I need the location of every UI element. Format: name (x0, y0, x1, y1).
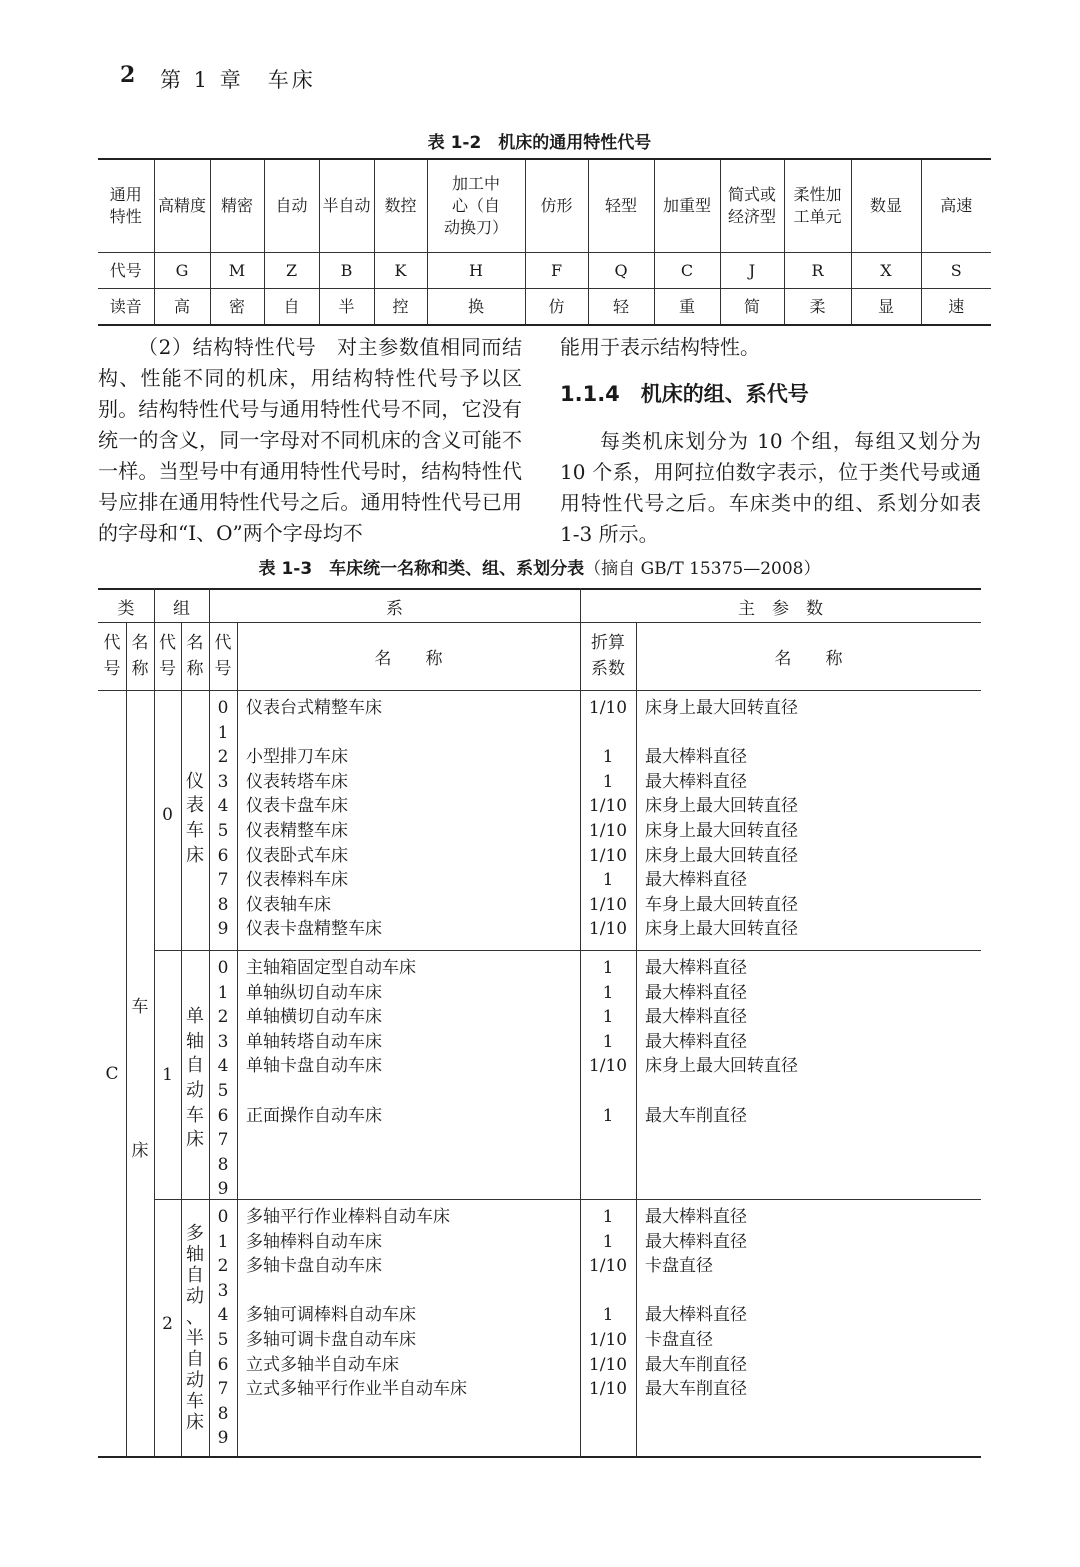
structure-code-paragraph-end: 能用于表示结构特性。 (560, 335, 760, 359)
class-name-header: 名 称 (131, 633, 149, 679)
series-code: 1 (217, 722, 229, 743)
reading-cell: 速 (948, 296, 965, 316)
code-cell: Q (588, 253, 654, 289)
conversion-factor: 1/10 (588, 1256, 628, 1277)
series-code: 9 (217, 1179, 229, 1200)
col-group-header: 组 (173, 599, 190, 619)
code-cell: J (720, 253, 784, 289)
series-code: 8 (217, 1154, 229, 1175)
series-code: 1 (217, 982, 229, 1003)
conversion-factor: 1/10 (588, 796, 628, 817)
conversion-factor: 1 (602, 1031, 614, 1052)
main-param-name: 床身上最大回转直径 (645, 845, 798, 866)
series-code: 5 (217, 1330, 229, 1350)
series-name: 仪表卡盘车床 (246, 796, 348, 817)
series-code: 0 (217, 698, 229, 718)
feature-cell: 仿形 (525, 159, 588, 253)
feature-cell: 轻型 (588, 159, 654, 253)
reading-cell: 简 (720, 289, 784, 326)
series-code: 3 (217, 771, 229, 792)
feature-cell: 柔性加 工单元 (784, 159, 851, 253)
group-series-paragraph: 每类机床划分为 10 个组，每组又划分为 10 个系，用阿拉伯数字表示，位于类代号或通用特性代号之后。车床类中的组、系划分如表 1-3 所示。 (560, 429, 981, 546)
code-cell: S (921, 253, 991, 289)
feature-cell: 加重型 (654, 159, 720, 253)
code-cell: B (319, 253, 374, 289)
main-param-name: 最大车削直径 (645, 1379, 747, 1400)
main-param-name: 最大棒料直径 (645, 771, 747, 792)
conversion-factor: 1/10 (588, 1330, 628, 1350)
series-name: 正面操作自动车床 (246, 1105, 382, 1126)
feature-cell: 半自动 (319, 159, 374, 253)
series-code: 2 (217, 1007, 229, 1028)
main-param-name: 床身上最大回转直径 (645, 821, 798, 841)
feature-cell: 数控 (374, 159, 427, 253)
group-code: 2 (162, 1314, 173, 1334)
conversion-factor: 1 (602, 958, 614, 978)
feature-cell: 自动 (264, 159, 319, 253)
main-param-name: 最大棒料直径 (645, 982, 747, 1003)
conversion-factor: 1 (602, 1207, 614, 1227)
series-code: 9 (217, 1428, 229, 1449)
main-param-name: 最大棒料直径 (645, 1031, 747, 1052)
group-code: 0 (162, 805, 173, 825)
conversion-factor: 1 (602, 771, 614, 792)
code-cell: R (784, 253, 851, 289)
series-code: 7 (217, 1379, 229, 1400)
series-code: 7 (217, 870, 229, 891)
col-main-param-header: 主 参 数 (738, 599, 823, 619)
reading-cell: 柔 (784, 289, 851, 326)
series-code: 6 (217, 1354, 229, 1375)
code-cell: C (654, 253, 720, 289)
factor-header: 折算 系数 (591, 633, 625, 679)
conversion-factor: 1/10 (588, 1354, 628, 1375)
class-name-char-1: 车 (131, 997, 149, 1017)
page-number: 2 (120, 62, 136, 88)
conversion-factor: 1/10 (588, 1056, 628, 1077)
group-code: 1 (162, 1065, 173, 1085)
main-param-name: 最大棒料直径 (645, 958, 747, 978)
conversion-factor: 1/10 (588, 845, 628, 866)
main-param-name: 床身上最大回转直径 (645, 796, 798, 817)
section-heading: 1.1.4 机床的组、系代号 (560, 382, 809, 406)
series-name-header: 名 称 (374, 649, 443, 669)
conversion-factor: 1/10 (588, 919, 628, 940)
feature-cell: 加工中 心（自 动换刀） (427, 159, 525, 253)
series-name: 小型排刀车床 (246, 747, 348, 768)
series-code: 6 (217, 845, 229, 866)
series-code: 3 (217, 1280, 229, 1301)
series-code: 4 (217, 796, 229, 817)
main-param-name: 床身上最大回转直径 (645, 1056, 798, 1077)
code-cell: M (210, 253, 264, 289)
code-label: 代号 (98, 253, 154, 289)
group-name: 单 轴 自 动 车 床 (186, 1006, 204, 1151)
main-param-name: 最大车削直径 (645, 1105, 747, 1126)
series-name: 单轴纵切自动车床 (246, 982, 382, 1003)
series-code: 3 (217, 1031, 229, 1052)
series-code: 7 (217, 1130, 229, 1151)
table-1-3-caption-source: （摘自 GB/T 15375—2008） (584, 559, 821, 579)
series-code: 0 (217, 1207, 229, 1227)
reading-cell: 高 (154, 289, 210, 326)
table-1-3-caption (98, 554, 981, 579)
class-code-header: 代 号 (103, 633, 121, 679)
feature-cell: 精密 (210, 159, 264, 253)
series-name: 仪表转塔车床 (246, 771, 348, 792)
group-name: 仪 表 车 床 (186, 770, 204, 866)
series-code: 5 (217, 1081, 229, 1101)
reading-cell: 重 (654, 289, 720, 326)
col-series-header: 系 (386, 599, 403, 619)
main-param-name: 最大棒料直径 (645, 747, 747, 768)
code-cell: G (154, 253, 210, 289)
feature-cell: 高精度 (154, 159, 210, 253)
conversion-factor: 1/10 (588, 821, 628, 841)
feature-cell: 简式或 经济型 (720, 159, 784, 253)
conversion-factor: 1 (602, 1305, 614, 1326)
series-code: 2 (217, 747, 229, 768)
series-code: 5 (217, 821, 229, 841)
main-param-name: 最大棒料直径 (645, 870, 747, 891)
series-name: 立式多轴平行作业半自动车床 (246, 1379, 467, 1400)
table-1-2 (98, 158, 991, 326)
series-code-header: 代 号 (214, 633, 232, 679)
conversion-factor: 1 (602, 1105, 614, 1126)
feature-label: 通用 特性 (98, 159, 154, 253)
series-name: 仪表轴车床 (246, 894, 331, 915)
series-code: 1 (217, 1231, 229, 1252)
conversion-factor: 1 (602, 1007, 614, 1028)
series-name: 多轴可调卡盘自动车床 (246, 1330, 416, 1350)
group-name-header: 名 称 (186, 633, 204, 679)
conversion-factor: 1/10 (588, 698, 628, 718)
conversion-factor: 1/10 (588, 1379, 628, 1400)
series-name: 立式多轴半自动车床 (246, 1354, 399, 1375)
reading-cell: 显 (851, 289, 921, 326)
series-code: 8 (217, 1403, 229, 1424)
series-name: 多轴棒料自动车床 (246, 1231, 382, 1252)
reading-cell: 控 (374, 289, 427, 326)
main-param-name: 最大棒料直径 (645, 1207, 747, 1227)
series-name: 仪表台式精整车床 (246, 698, 382, 718)
structure-code-paragraph: （2）结构特性代号 对主参数值相同而结构、性能不同的机床，用结构特性代号予以区别。结构特性代号与通用特性代号不同，它没有统一的含义，同一字母对不同机床的含义可能不一样。当型号中有通用特性代号时，结构特性代号应排在通用特性代号之后。通用特性代号已用的字母和“I、O”两个字母均不 (98, 335, 522, 545)
param-name-header: 名 称 (774, 649, 843, 669)
table-1-3 (98, 588, 981, 1458)
group-name: 多 轴 自 动 、 半 自 动 车 床 (186, 1223, 204, 1433)
main-param-name: 最大棒料直径 (645, 1305, 747, 1326)
series-name: 主轴箱固定型自动车床 (246, 958, 416, 978)
reading-cell: 半 (319, 289, 374, 326)
chapter-title: 第 1 章 车床 (160, 68, 316, 92)
reading-cell: 仿 (525, 289, 588, 326)
group-code-header: 代 号 (159, 633, 176, 679)
reading-cell: 密 (210, 289, 264, 326)
main-param-name: 最大车削直径 (645, 1354, 747, 1375)
series-name: 单轴转塔自动车床 (246, 1031, 382, 1052)
feature-cell: 高速 (921, 159, 991, 253)
class-code: C (105, 1064, 119, 1084)
series-name: 单轴横切自动车床 (246, 1007, 382, 1028)
series-name: 多轴卡盘自动车床 (246, 1256, 382, 1277)
conversion-factor: 1 (602, 1231, 614, 1252)
code-cell: X (851, 253, 921, 289)
series-code: 4 (217, 1305, 229, 1326)
main-param-name: 最大棒料直径 (645, 1007, 747, 1028)
series-name: 仪表卧式车床 (246, 845, 348, 866)
main-param-name: 车身上最大回转直径 (645, 894, 798, 915)
reading-cell: 轻 (588, 289, 654, 326)
series-code: 0 (217, 958, 229, 978)
table-1-2-caption: 表 1-2 机床的通用特性代号 (427, 133, 652, 153)
series-code: 2 (217, 1256, 229, 1277)
main-param-name: 床身上最大回转直径 (645, 919, 798, 940)
series-name: 仪表卡盘精整车床 (246, 919, 382, 940)
series-code: 9 (217, 919, 229, 940)
feature-cell: 数显 (851, 159, 921, 253)
table-1-3-caption-title: 表 1-3 车床统一名称和类、组、系划分表 (258, 559, 585, 579)
conversion-factor: 1/10 (588, 894, 628, 915)
main-param-name: 床身上最大回转直径 (645, 698, 798, 718)
reading-cell: 自 (264, 289, 319, 326)
code-cell: K (374, 253, 427, 289)
code-cell: Z (264, 253, 319, 289)
conversion-factor: 1 (602, 747, 614, 768)
col-class-header: 类 (117, 599, 135, 619)
main-param-name: 卡盘直径 (645, 1330, 713, 1350)
conversion-factor: 1 (602, 982, 614, 1003)
series-name: 多轴平行作业棒料自动车床 (246, 1207, 450, 1227)
class-name-char-2: 床 (131, 1141, 149, 1161)
series-name: 仪表棒料车床 (246, 870, 348, 891)
reading-cell: 换 (427, 289, 525, 326)
series-code: 4 (217, 1056, 229, 1077)
code-cell: F (525, 253, 588, 289)
series-code: 6 (217, 1105, 229, 1126)
series-code: 8 (217, 894, 229, 915)
reading-label: 读音 (98, 289, 154, 326)
series-name: 多轴可调棒料自动车床 (246, 1305, 416, 1326)
code-cell: H (427, 253, 525, 289)
series-name: 单轴卡盘自动车床 (246, 1056, 382, 1077)
series-name: 仪表精整车床 (246, 821, 348, 841)
main-param-name: 卡盘直径 (645, 1256, 713, 1277)
conversion-factor: 1 (602, 870, 614, 891)
main-param-name: 最大棒料直径 (645, 1231, 747, 1252)
